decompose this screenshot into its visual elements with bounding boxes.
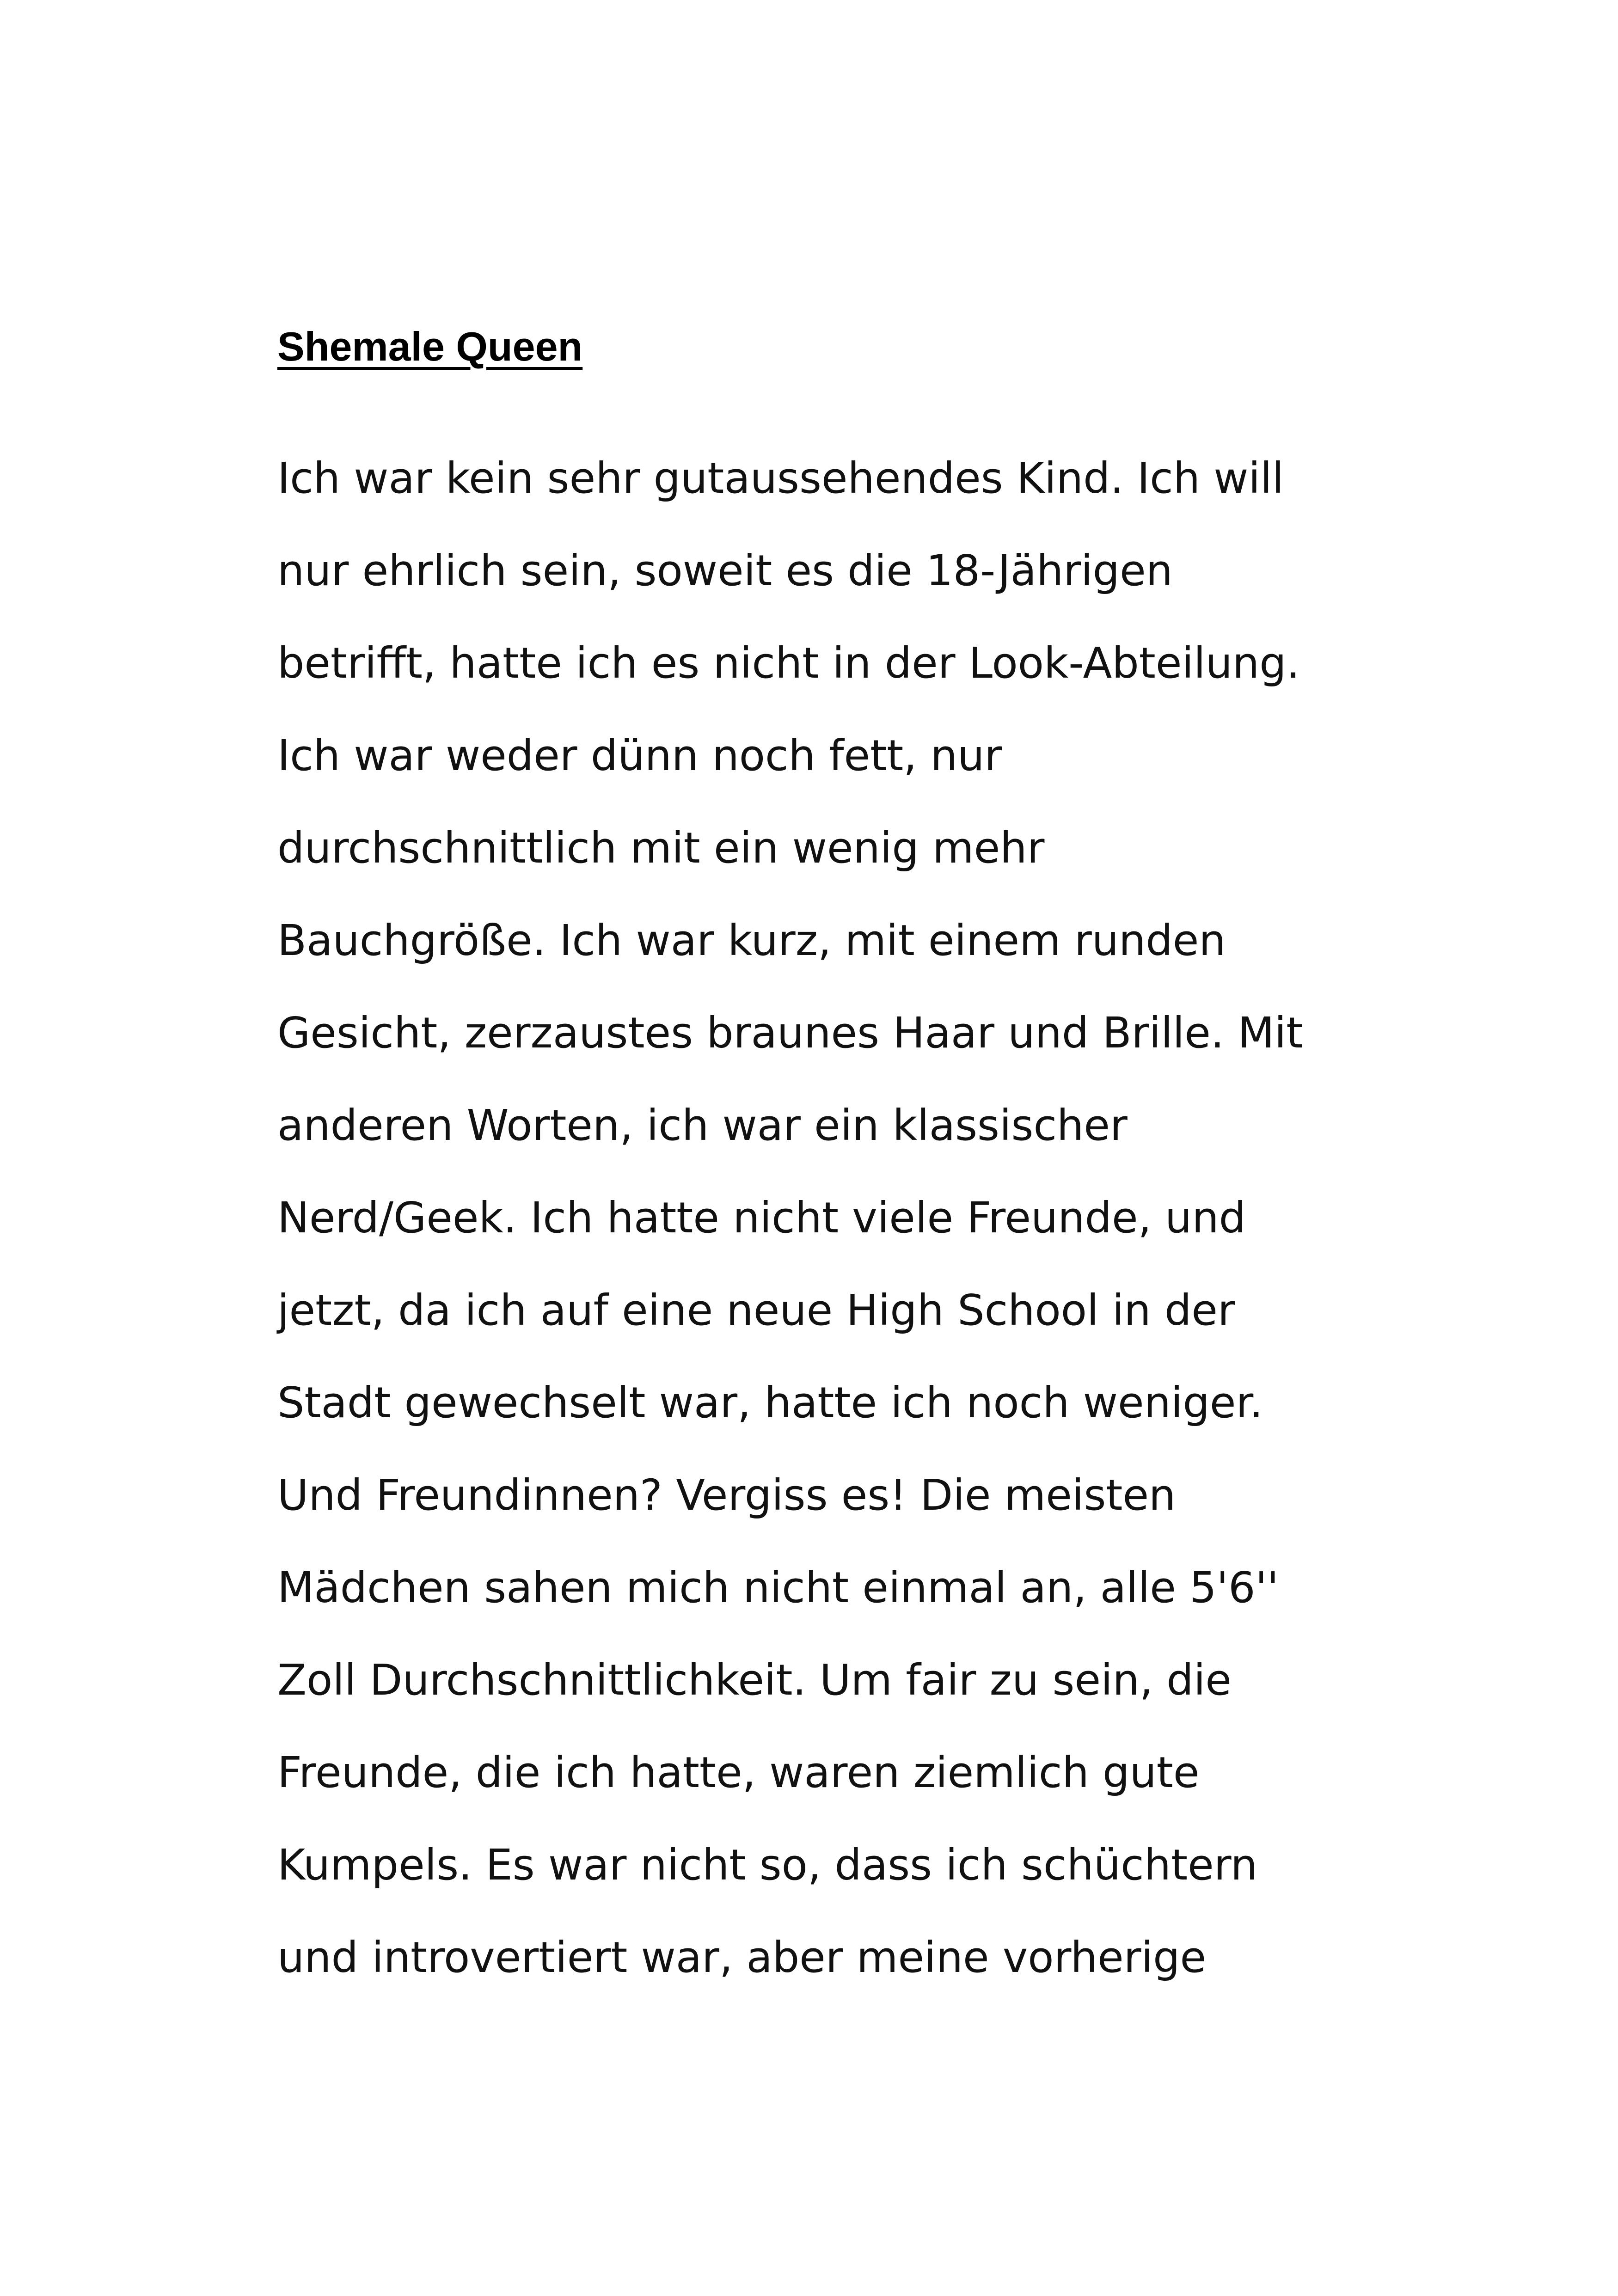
- body-line: Mädchen sahen mich nicht einmal an, alle 5'6'': [277, 1563, 1279, 1612]
- body-line: nur ehrlich sein, soweit es die 18-Jährigen: [277, 546, 1173, 595]
- body-line: durchschnittlich mit ein wenig mehr: [277, 823, 1045, 873]
- body-line: Ich war weder dünn noch fett, nur: [277, 731, 1002, 780]
- body-line: jetzt, da ich auf eine neue High School in der: [277, 1286, 1235, 1335]
- document-body: [277, 448, 1433, 2020]
- body-line: Und Freundinnen? Vergiss es! Die meisten: [277, 1470, 1176, 1520]
- body-line: Zoll Durchschnittlichkeit. Um fair zu sein, die: [277, 1655, 1232, 1705]
- body-line: Kumpels. Es war nicht so, dass ich schüchtern: [277, 1840, 1258, 1890]
- body-line: Nerd/Geek. Ich hatte nicht viele Freunde, und: [277, 1193, 1246, 1243]
- body-line: anderen Worten, ich war ein klassischer: [277, 1101, 1128, 1150]
- body-line: Stadt gewechselt war, hatte ich noch weniger.: [277, 1378, 1263, 1427]
- body-line: Bauchgröße. Ich war kurz, mit einem runden: [277, 916, 1226, 965]
- document-title: Shemale Queen: [277, 324, 583, 369]
- body-line: betrifft, hatte ich es nicht in der Look-Abteilung.: [277, 638, 1300, 688]
- body-line: und introvertiert war, aber meine vorherige: [277, 1933, 1207, 1982]
- body-line: Ich war kein sehr gutaussehendes Kind. Ich will: [277, 453, 1284, 503]
- body-line: Freunde, die ich hatte, waren ziemlich gute: [277, 1748, 1200, 1797]
- body-line: Gesicht, zerzaustes braunes Haar und Brille. Mit: [277, 1008, 1303, 1058]
